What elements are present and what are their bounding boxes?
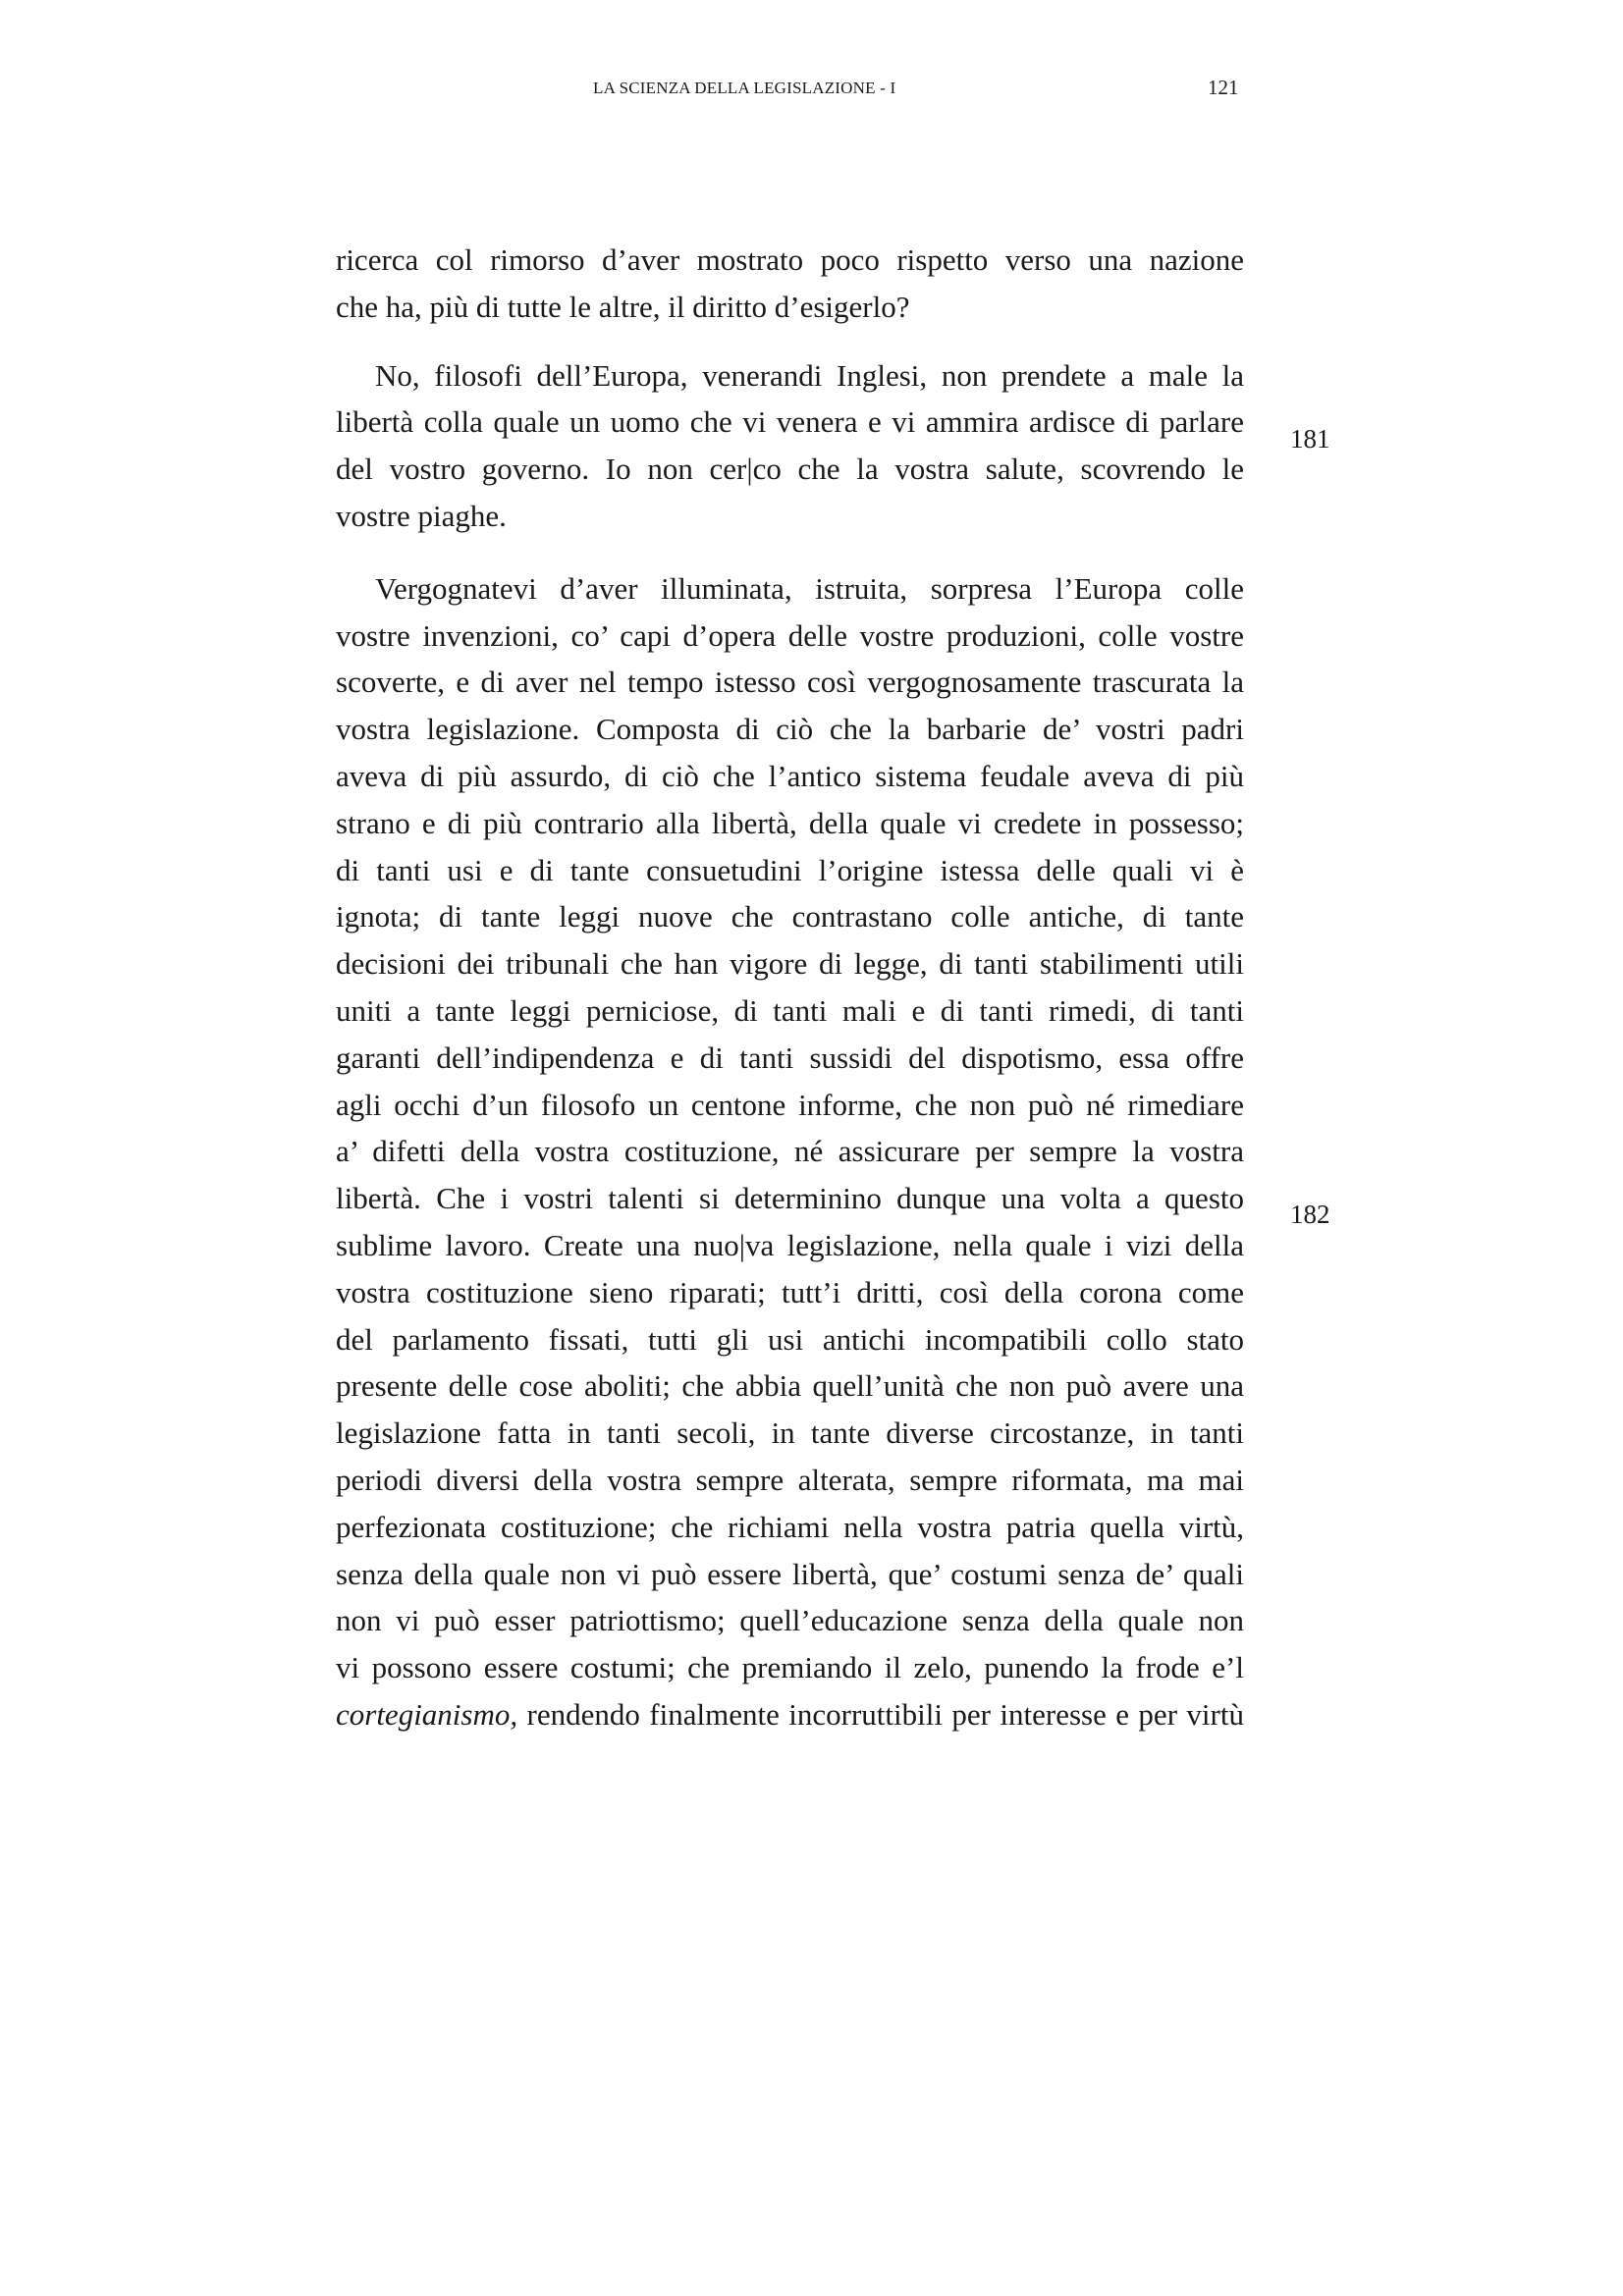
paragraph-1	[336, 237, 1244, 331]
text-line: vostra legislazione. Composta di ciò che la barbarie de’ vostri padri	[336, 712, 1244, 747]
text-line: ignota; di tante leggi nuove che contrastano colle antiche, di tante	[336, 899, 1244, 934]
text-line: che ha, più di tutte le altre, il diritto d’esigerlo?	[336, 289, 910, 324]
text-line: agli occhi d’un filosofo un centone informe, che non può né rimediare	[336, 1087, 1244, 1122]
page-number: 121	[1208, 76, 1239, 99]
text-line-rest: rendendo finalmente incorruttibili per interesse e per virtù	[517, 1696, 1244, 1732]
text-line: garanti dell’indipendenza e di tanti sussidi del dispotismo, essa offre	[336, 1040, 1244, 1075]
text-line: del vostro governo. Io non cer|co che la vostra salute, scovrendo le	[336, 452, 1244, 487]
text-line: aveva di più assurdo, di ciò che l’antico sistema feudale aveva di più	[336, 758, 1244, 793]
text-line: sublime lavoro. Create una nuo|va legislazione, nella quale i vizi della	[336, 1227, 1244, 1262]
text-line: uniti a tante leggi perniciose, di tanti mali e di tanti rimedi, di tanti	[336, 992, 1244, 1028]
text-line: vostre piaghe.	[336, 498, 507, 533]
text-line: libertà colla quale un uomo che vi venera e vi ammira ardisce di parlare	[336, 404, 1244, 440]
text-line: Vergognatevi d’aver illuminata, istruita, sorpresa l’Europa colle	[375, 570, 1244, 606]
running-head: LA SCIENZA DELLA LEGISLAZIONE - I	[593, 79, 896, 97]
text-line: legislazione fatta in tanti secoli, in tante diverse circostanze, in tanti	[336, 1415, 1244, 1451]
text-line: di tanti usi e di tante consuetudini l’origine istessa delle quali vi è	[336, 852, 1244, 887]
text-line: perfezionata costituzione; che richiami nella vostra patria quella virtù,	[336, 1509, 1244, 1544]
paragraph-2	[336, 352, 1244, 540]
italic-term: cortegianismo,	[336, 1696, 518, 1732]
text-line: vi possono essere costumi; che premiando il zelo, punendo la frode e’l	[336, 1650, 1244, 1685]
body-text	[336, 237, 1244, 1738]
marginal-page-ref-182: 182	[1290, 1200, 1330, 1229]
text-line: scoverte, e di aver nel tempo istesso così vergognosamente trascurata la	[336, 665, 1244, 700]
text-line: No, filosofi dell’Europa, venerandi Inglesi, non prendete a male la	[375, 357, 1244, 393]
text-line: del parlamento fissati, tutti gli usi antichi incompatibili collo stato	[336, 1321, 1244, 1357]
text-line: vostre invenzioni, co’ capi d’opera delle vostre produzioni, colle vostre	[336, 617, 1244, 653]
text-line: strano e di più contrario alla libertà, della quale vi credete in possesso;	[336, 805, 1244, 840]
text-line: periodi diversi della vostra sempre alterata, sempre riformata, ma mai	[336, 1462, 1244, 1497]
text-line: a’ difetti della vostra costituzione, né assicurare per sempre la vostra	[336, 1134, 1244, 1169]
text-line: libertà. Che i vostri talenti si determinino dunque una volta a questo	[336, 1181, 1244, 1216]
text-line: vostra costituzione sieno riparati; tutt’i dritti, così della corona come	[336, 1274, 1244, 1309]
paragraph-3	[336, 565, 1244, 1738]
text-line-last	[336, 1691, 1244, 1738]
text-line: non vi può esser patriottismo; quell’educazione senza della quale non	[336, 1603, 1244, 1638]
text-line: decisioni dei tribunali che han vigore di legge, di tanti stabilimenti utili	[336, 946, 1244, 982]
text-line: presente delle cose aboliti; che abbia quell’unità che non può avere una	[336, 1368, 1244, 1404]
text-line: ricerca col rimorso d’aver mostrato poco rispetto verso una nazione	[336, 242, 1244, 277]
marginal-page-ref-181: 181	[1290, 424, 1330, 454]
text-line: senza della quale non vi può essere libertà, que’ costumi senza de’ quali	[336, 1556, 1244, 1591]
